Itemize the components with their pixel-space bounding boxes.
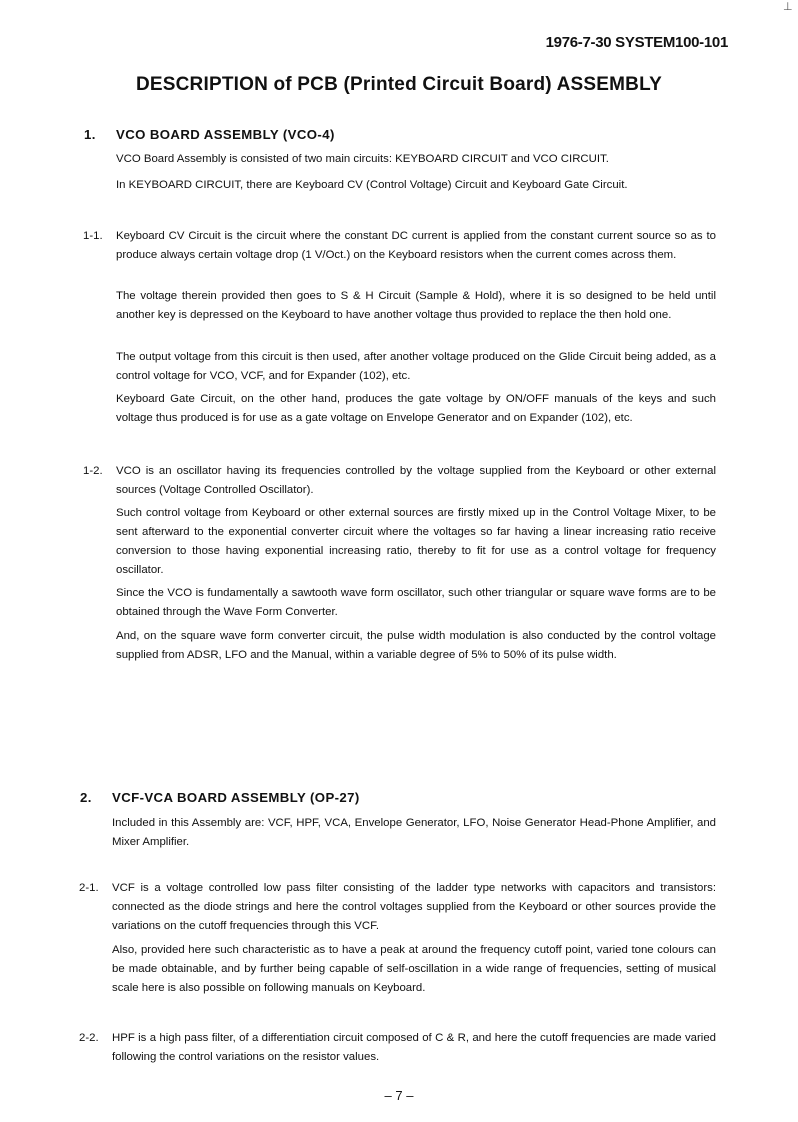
subsection-2-1-para-2: Also, provided here such characteristic as to have a peak at around the frequency cutoff point, varied tone colours can be made obtainable, and by further being capable of self-oscillation in a wide range of frequencies, setting of musical scale here is also possible on following manuals on Keyboard.: [112, 944, 716, 994]
page-number: – 7 –: [384, 1088, 414, 1103]
section-1-title: VCO BOARD ASSEMBLY (VCO-4): [116, 127, 335, 142]
page-title: DESCRIPTION of PCB (Printed Circuit Board) ASSEMBLY: [135, 74, 663, 95]
subsection-1-1-para-3: The output voltage from this circuit is then used, after another voltage produced on the Glide Circuit being added, as a control voltage for VCO, VCF, and for Expander (102), etc.: [116, 351, 716, 382]
subsection-1-1-para-4: Keyboard Gate Circuit, on the other hand, produces the gate voltage by ON/OFF manuals of the keys and such voltage thus produced is for use as a gate voltage on Envelope Generator and on Expander (102), etc.: [116, 393, 716, 424]
section-2-number: 2.: [80, 790, 92, 805]
subsection-1-2-number: 1-2.: [83, 465, 103, 477]
section-2-title: VCF-VCA BOARD ASSEMBLY (OP-27): [112, 790, 360, 805]
subsection-1-2-para-4: And, on the square wave form converter circuit, the pulse width modulation is also conducted by the control voltage supplied from ADSR, LFO and the Manual, within a variable degree of 5% to 50% of its pulse width.: [116, 630, 716, 661]
subsection-1-1-number: 1-1.: [83, 230, 103, 242]
section-1-number: 1.: [84, 127, 96, 142]
subsection-2-2-number: 2-2.: [79, 1032, 99, 1044]
subsection-2-2-para-1: HPF is a high pass filter, of a differentiation circuit composed of C & R, and here the cutoff frequencies are made varied following the control variations on the resistor values.: [112, 1032, 716, 1063]
corner-mark: ⊥: [783, 1, 793, 13]
subsection-2-1-para-1: VCF is a voltage controlled low pass filter consisting of the ladder type networks with capacitors and transistors: connected as the diode strings and here the control voltages supplied from the Keyboard or other sources provide the variations on the cutoff frequencies through this VCF.: [112, 882, 716, 932]
section-1-intro-2: In KEYBOARD CIRCUIT, there are Keyboard CV (Control Voltage) Circuit and Keyboard Gate Circuit.: [116, 179, 628, 191]
document-code: 1976-7-30 SYSTEM100-101: [545, 34, 728, 51]
subsection-1-1-para-2: The voltage therein provided then goes to S & H Circuit (Sample & Hold), where it is so designed to be held until another key is depressed on the Keyboard to have another voltage thus provided to replace the then hold one.: [116, 290, 716, 321]
subsection-2-1-number: 2-1.: [79, 882, 99, 894]
subsection-1-2-para-1: VCO is an oscillator having its frequencies controlled by the voltage supplied from the Keyboard or other external sources (Voltage Controlled Oscillator).: [116, 465, 716, 496]
section-1-intro-1: VCO Board Assembly is consisted of two main circuits: KEYBOARD CIRCUIT and VCO CIRCUIT.: [116, 153, 609, 165]
subsection-1-1-para-1: Keyboard CV Circuit is the circuit where the constant DC current is applied from the constant current source so as to produce always certain voltage drop (1 V/Oct.) on the Keyboard resistors when the current comes across them.: [116, 230, 716, 261]
subsection-1-2-para-2: Such control voltage from Keyboard or other external sources are firstly mixed up in the Control Voltage Mixer, to be sent afterward to the exponential converter circuit where the voltages so far having a linear increasing ratio receive conversion to those having exponential increasing ratio, thereby to fit for use as a control voltage for frequency oscillator.: [116, 507, 716, 576]
subsection-1-2-para-3: Since the VCO is fundamentally a sawtooth wave form oscillator, such other triangular or square wave forms are to be obtained through the Wave Form Converter.: [116, 587, 716, 618]
section-2-intro: Included in this Assembly are: VCF, HPF, VCA, Envelope Generator, LFO, Noise Generator Head-Phone Amplifier, and Mixer Amplifier.: [112, 817, 716, 848]
